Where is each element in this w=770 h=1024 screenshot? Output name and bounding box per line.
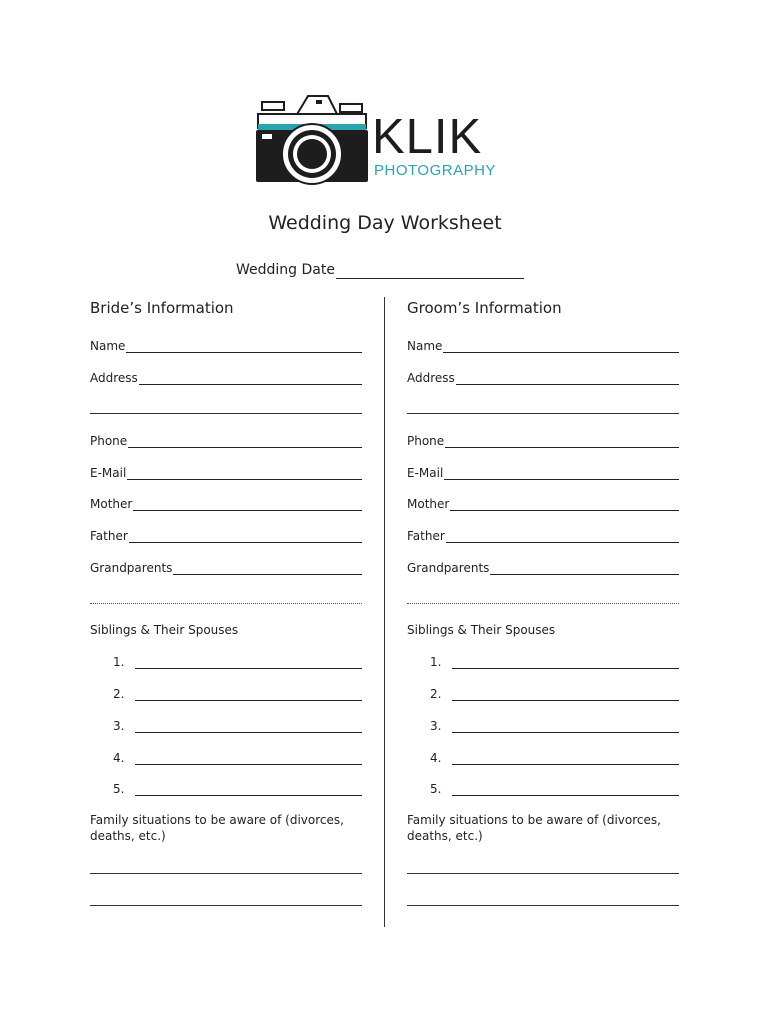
- groom-sibling-row[interactable]: [407, 780, 679, 796]
- bride-phone-field[interactable]: [90, 432, 362, 448]
- groom-siblings-label: Siblings & Their Spouses: [407, 623, 556, 637]
- wedding-date-label: Wedding Date: [236, 262, 335, 278]
- groom-email-blank[interactable]: [444, 467, 679, 480]
- bride-sibling-row[interactable]: [90, 685, 362, 701]
- bride-sibling-blank[interactable]: [135, 688, 362, 701]
- bride-sibling-row[interactable]: [90, 653, 362, 669]
- groom-phone-label: Phone: [407, 434, 445, 448]
- bride-email-label: E-Mail: [90, 466, 127, 480]
- groom-sibling-row[interactable]: [407, 749, 679, 765]
- wedding-date-field[interactable]: [236, 261, 524, 279]
- bride-father-blank[interactable]: [129, 530, 362, 543]
- groom-address-field[interactable]: [407, 369, 679, 385]
- bride-name-blank[interactable]: [126, 340, 362, 353]
- groom-sibling-number: 2.: [430, 687, 442, 701]
- bride-mother-blank[interactable]: [133, 498, 362, 511]
- groom-sibling-number: 4.: [430, 751, 442, 765]
- column-divider: [384, 297, 385, 927]
- bride-sibling-blank[interactable]: [135, 656, 362, 669]
- groom-mother-blank[interactable]: [450, 498, 679, 511]
- bride-mother-field[interactable]: [90, 495, 362, 511]
- bride-sibling-row[interactable]: [90, 717, 362, 733]
- groom-father-blank[interactable]: [446, 530, 679, 543]
- groom-email-label: E-Mail: [407, 466, 444, 480]
- groom-name-field[interactable]: [407, 337, 679, 353]
- groom-heading: Groom’s Information: [407, 299, 562, 317]
- groom-phone-blank[interactable]: [445, 435, 679, 448]
- bride-address-blank[interactable]: [139, 372, 362, 385]
- groom-family-situations-label: Family situations to be aware of (divorces, deaths, etc.): [407, 813, 661, 843]
- groom-mother-label: Mother: [407, 497, 450, 511]
- groom-sibling-blank[interactable]: [452, 656, 679, 669]
- bride-mother-label: Mother: [90, 497, 133, 511]
- bride-grandparents-blank[interactable]: [173, 562, 362, 575]
- bride-email-blank[interactable]: [127, 467, 362, 480]
- groom-family-situations-line[interactable]: [407, 905, 679, 906]
- camera-icon: [254, 92, 370, 188]
- bride-email-field[interactable]: [90, 464, 362, 480]
- groom-sibling-row[interactable]: [407, 653, 679, 669]
- brand-name: KLIK: [372, 110, 483, 164]
- groom-sibling-row[interactable]: [407, 717, 679, 733]
- bride-name-field[interactable]: [90, 337, 362, 353]
- groom-email-field[interactable]: [407, 464, 679, 480]
- bride-sibling-number: 5.: [113, 782, 125, 796]
- bride-family-situations-line[interactable]: [90, 905, 362, 906]
- groom-sibling-number: 3.: [430, 719, 442, 733]
- bride-sibling-blank[interactable]: [135, 720, 362, 733]
- groom-sibling-row[interactable]: [407, 685, 679, 701]
- groom-sibling-blank[interactable]: [452, 720, 679, 733]
- groom-sibling-blank[interactable]: [452, 688, 679, 701]
- bride-grandparents-field[interactable]: [90, 559, 362, 575]
- groom-father-field[interactable]: [407, 527, 679, 543]
- bride-address-line-2[interactable]: [90, 413, 362, 414]
- bride-phone-label: Phone: [90, 434, 128, 448]
- groom-name-blank[interactable]: [443, 340, 679, 353]
- groom-address-line-2[interactable]: [407, 413, 679, 414]
- bride-sibling-blank[interactable]: [135, 752, 362, 765]
- page-title: Wedding Day Worksheet: [268, 212, 502, 234]
- groom-sibling-number: 5.: [430, 782, 442, 796]
- bride-siblings-label: Siblings & Their Spouses: [90, 623, 239, 637]
- bride-father-field[interactable]: [90, 527, 362, 543]
- groom-phone-field[interactable]: [407, 432, 679, 448]
- bride-sibling-number: 1.: [113, 655, 125, 669]
- groom-sibling-blank[interactable]: [452, 752, 679, 765]
- groom-name-label: Name: [407, 339, 443, 353]
- groom-address-blank[interactable]: [456, 372, 679, 385]
- bride-family-situations-line[interactable]: [90, 873, 362, 874]
- bride-phone-blank[interactable]: [128, 435, 362, 448]
- brand-tagline: PHOTOGRAPHY: [374, 162, 496, 179]
- bride-sibling-row[interactable]: [90, 780, 362, 796]
- groom-grandparents-field[interactable]: [407, 559, 679, 575]
- groom-grandparents-label: Grandparents: [407, 561, 490, 575]
- wedding-date-blank[interactable]: [336, 264, 524, 279]
- bride-address-field[interactable]: [90, 369, 362, 385]
- groom-family-situations-line[interactable]: [407, 873, 679, 874]
- bride-sibling-number: 4.: [113, 751, 125, 765]
- groom-grandparents-line-2[interactable]: [407, 603, 679, 604]
- groom-sibling-number: 1.: [430, 655, 442, 669]
- bride-father-label: Father: [90, 529, 128, 543]
- bride-name-label: Name: [90, 339, 126, 353]
- bride-family-situations-label: Family situations to be aware of (divorces, deaths, etc.): [90, 813, 344, 843]
- groom-mother-field[interactable]: [407, 495, 679, 511]
- bride-sibling-number: 3.: [113, 719, 125, 733]
- groom-sibling-blank[interactable]: [452, 783, 679, 796]
- groom-address-label: Address: [407, 371, 455, 385]
- groom-father-label: Father: [407, 529, 445, 543]
- bride-heading: Bride’s Information: [90, 299, 234, 317]
- bride-sibling-blank[interactable]: [135, 783, 362, 796]
- bride-grandparents-label: Grandparents: [90, 561, 173, 575]
- bride-sibling-row[interactable]: [90, 749, 362, 765]
- bride-grandparents-line-2[interactable]: [90, 603, 362, 604]
- bride-sibling-number: 2.: [113, 687, 125, 701]
- groom-grandparents-blank[interactable]: [490, 562, 679, 575]
- bride-address-label: Address: [90, 371, 138, 385]
